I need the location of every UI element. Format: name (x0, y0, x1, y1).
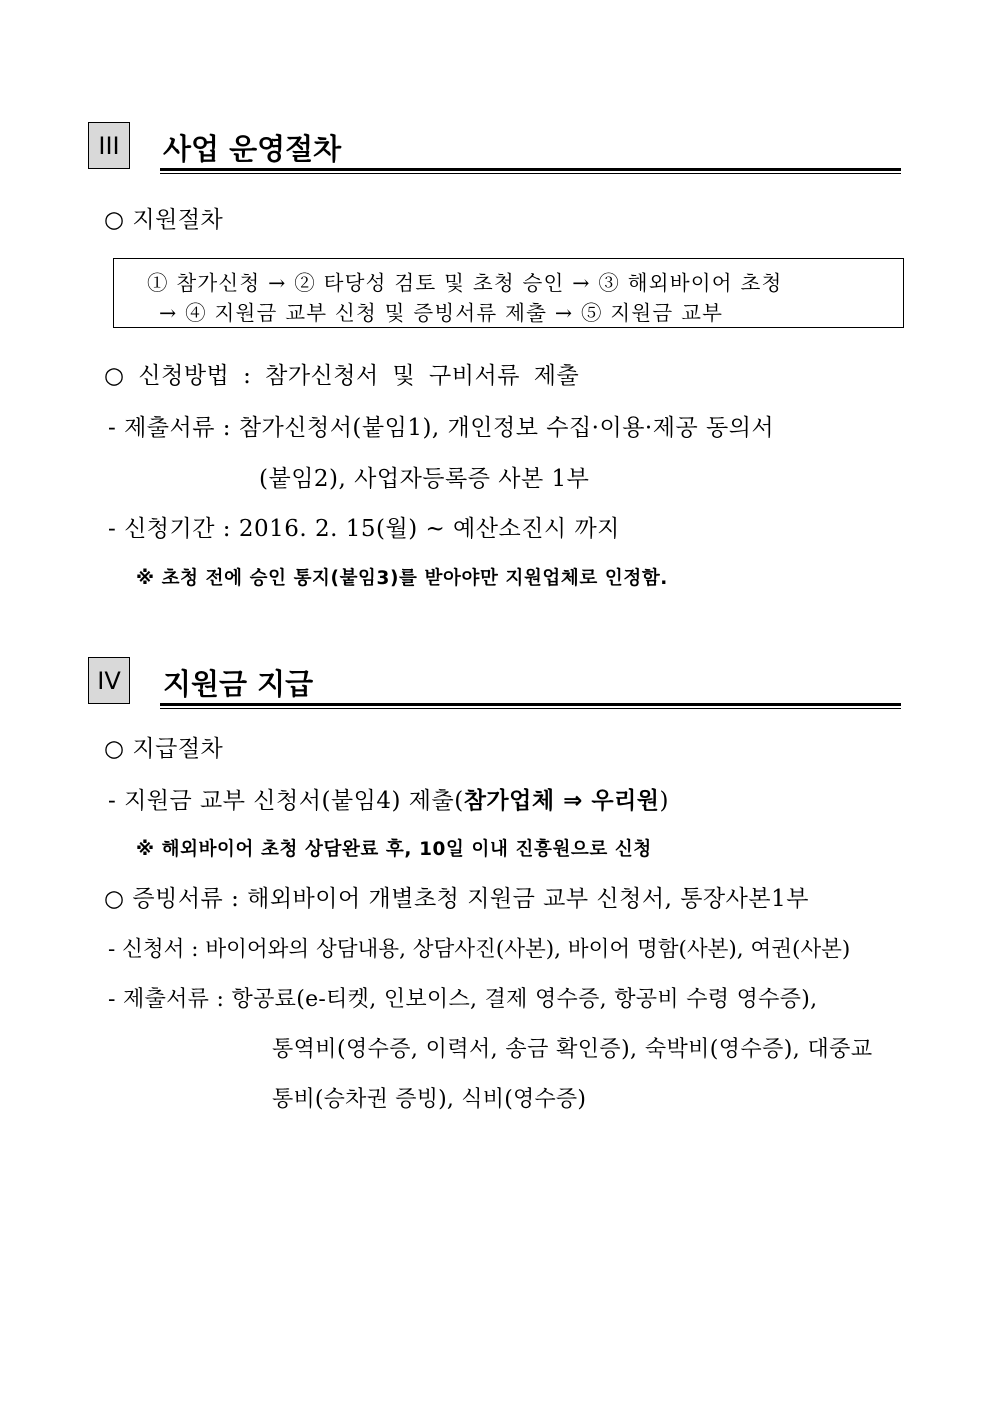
section4-apply-bold: 참가업체 ⇒ 우리원 (463, 788, 660, 814)
section3-rule-thick (160, 168, 901, 171)
section3-method: ○ 신청방법 : 참가신청서 및 구비서류 제출 (104, 363, 580, 389)
procedure-line-2: → ④ 지원금 교부 신청 및 증빙서류 제출 → ⑤ 지원금 교부 (159, 301, 724, 325)
section3-title: 사업 운영절차 (163, 132, 342, 166)
section4-application: - 신청서 : 바이어와의 상담내용, 상담사진(사본), 바이어 명함(사본), 여권(사본) (108, 937, 851, 962)
section4-submit-line2: 통역비(영수증, 이력서, 송금 확인증), 숙박비(영수증), 대중교 (272, 1037, 873, 1062)
section4-procedure-heading: ○ 지급절차 (104, 736, 224, 762)
section4-apply-suffix: ) (659, 788, 669, 814)
section4-apply (108, 782, 669, 815)
section3-note: ※ 초청 전에 승인 통지(붙임3)를 받아야만 지원업체로 인정함. (136, 568, 668, 589)
procedure-box (113, 258, 904, 328)
section3-docs-line1: - 제출서류 : 참가신청서(붙임1), 개인정보 수집·이용·제공 동의서 (108, 415, 775, 441)
section4-number: IV (97, 666, 121, 695)
section4-number-box (88, 657, 130, 704)
section3-number: III (98, 131, 120, 160)
section4-rule-thick (160, 703, 901, 706)
section4-note: ※ 해외바이어 초청 상담완료 후, 10일 이내 진흥원으로 신청 (136, 839, 652, 860)
section4-submit-line3: 통비(승차권 증빙), 식비(영수증) (272, 1087, 587, 1112)
section4-apply-prefix: - 지원금 교부 신청서(붙임4) 제출( (108, 788, 464, 814)
section3-docs-line2: (붙임2), 사업자등록증 사본 1부 (259, 466, 590, 492)
section3-rule-thin (160, 173, 901, 174)
section4-evidence: ○ 증빙서류 : 해외바이어 개별초청 지원금 교부 신청서, 통장사본1부 (104, 886, 809, 912)
section4-submit-line1: - 제출서류 : 항공료(e-티켓, 인보이스, 결제 영수증, 항공비 수령 영수증), (108, 987, 818, 1012)
section3-number-box (88, 122, 130, 169)
section3-period: - 신청기간 : 2016. 2. 15(월) ~ 예산소진시 까지 (108, 516, 620, 542)
section4-rule-thin (160, 708, 901, 709)
section4-title: 지원금 지급 (163, 667, 314, 701)
section3-procedure-heading: ○ 지원절차 (104, 207, 224, 233)
procedure-line-1: ① 참가신청 → ② 타당성 검토 및 초청 승인 → ③ 해외바이어 초청 (147, 271, 783, 295)
